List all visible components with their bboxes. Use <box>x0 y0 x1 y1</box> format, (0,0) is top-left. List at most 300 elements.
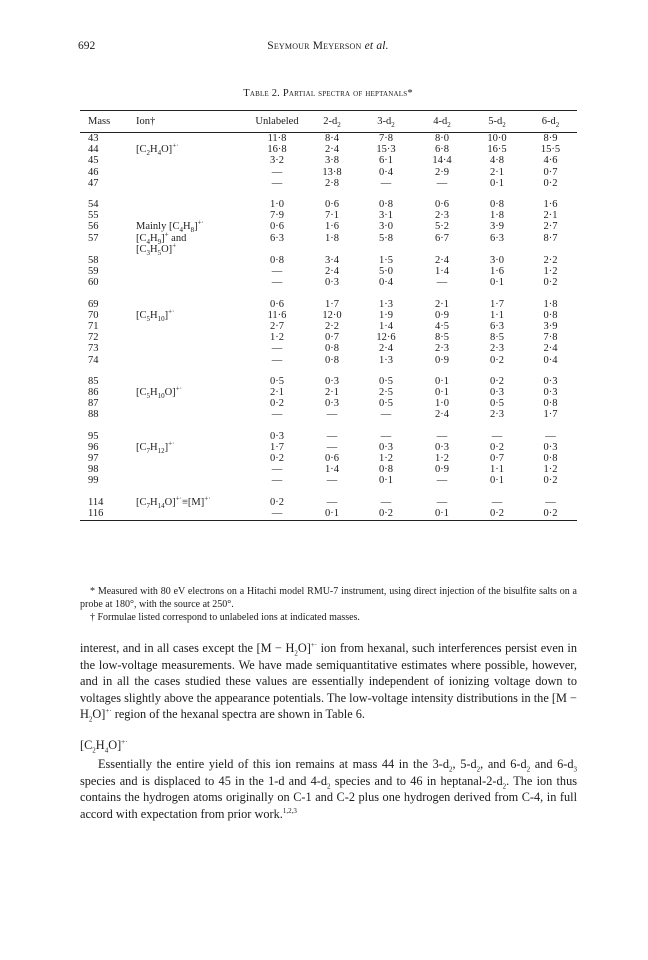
col-header-3d2: $3-d_2$ <box>358 111 414 133</box>
intensity-cell: — <box>436 277 448 289</box>
intensity-cell: 1·6 <box>490 266 504 278</box>
intensity-cell: 2·2 <box>325 321 339 333</box>
spectra-table <box>80 110 577 521</box>
intensity-cell: 0·9 <box>435 309 449 321</box>
table-row <box>80 497 577 508</box>
intensity-cell: — <box>326 430 338 442</box>
intensity-cell: — <box>545 496 556 508</box>
intensity-cell: 1·1 <box>490 309 504 321</box>
table-row <box>80 155 577 166</box>
intensity-cell: 0·8 <box>543 398 558 410</box>
row-spacer <box>80 366 577 376</box>
intensity-cell: 0·9 <box>435 354 449 366</box>
intensity-cell <box>248 244 306 255</box>
paragraph-interferences: interest, and in all cases except the $[M - H_2O]^{+\cdot}$ ion from hexanal, such interferences persist even in the low-voltage measurements. We have made semiquantitative estimates where possible, however, and in all the cases studied these values are essentially independent of ionizing voltage down to voltages slightly above the appearance potentials. The low-voltage intensity distributions in the $[M - H_2O]^{+\cdot}$ region of the hexanal spectra are shown in Table 6. <box>80 640 577 724</box>
ion-cell <box>136 376 248 387</box>
intensity-cell: 0·7 <box>325 332 339 344</box>
intensity-cell: 2·4 <box>325 266 339 278</box>
table-row <box>80 167 577 178</box>
intensity-cell: 1·4 <box>435 266 449 278</box>
page-header <box>78 40 578 56</box>
mass-cell: 97 <box>88 453 99 465</box>
ion-cell <box>136 398 248 409</box>
intensity-cell: 0·8 <box>379 199 393 211</box>
intensity-cell: — <box>271 166 283 178</box>
intensity-cell: 0·3 <box>543 387 558 399</box>
intensity-cell: 2·4 <box>543 343 558 355</box>
intensity-cell: 16·5 <box>487 144 507 156</box>
intensity-cell <box>358 244 414 255</box>
intensity-cell: 1·0 <box>435 398 449 410</box>
intensity-cell: 0·4 <box>543 354 558 366</box>
intensity-cell: — <box>380 409 392 421</box>
col-header-5d2: $5-d_2$ <box>470 111 524 133</box>
spacer-cell <box>80 189 577 199</box>
section-subheading: $[C_2H_4O]^{+\cdot}$ <box>80 737 128 755</box>
intensity-cell: 0·2 <box>270 453 284 465</box>
mass-cell: 45 <box>88 155 99 167</box>
intensity-cell: 15·3 <box>376 144 396 156</box>
table-row <box>80 321 577 332</box>
intensity-cell: 1·3 <box>379 298 393 310</box>
intensity-cell: 1·8 <box>490 210 504 222</box>
intensity-cell: 5·2 <box>435 221 449 233</box>
intensity-cell: 3·0 <box>379 221 393 233</box>
intensity-cell: 1·7 <box>270 441 284 453</box>
intensity-cell: 0·2 <box>543 277 558 289</box>
ion-cell <box>136 133 248 145</box>
row-spacer <box>80 487 577 497</box>
intensity-cell: 2·4 <box>379 343 393 355</box>
intensity-cell: 4·5 <box>435 321 449 333</box>
intensity-cell: 5·0 <box>379 266 393 278</box>
intensity-cell: 1·2 <box>435 453 449 465</box>
intensity-cell: 2·3 <box>435 210 449 222</box>
intensity-cell: 16·8 <box>267 144 287 156</box>
col-header-ion: Ion† <box>136 111 248 133</box>
intensity-cell: 0·2 <box>543 475 558 487</box>
table-row <box>80 221 577 232</box>
intensity-cell: 0·1 <box>490 277 504 289</box>
mass-cell: 114 <box>88 496 104 508</box>
ion-cell: $[C_7H_{14}O]^{+\cdot}\equiv[M]^{+\cdot}$ <box>136 494 211 510</box>
intensity-cell: 1·2 <box>379 453 393 465</box>
intensity-cell: 0·6 <box>325 199 339 211</box>
footnote-formulae: † Formulae listed correspond to unlabeled ions at indicated masses. <box>90 612 360 623</box>
intensity-cell: 0·6 <box>435 199 449 211</box>
ion-cell: Mainly $[C_4H_8]^{+\cdot}$ <box>136 218 204 235</box>
intensity-cell: 0·1 <box>490 177 504 189</box>
intensity-cell: 2·1 <box>270 387 284 399</box>
intensity-cell: 3·1 <box>379 210 393 222</box>
intensity-cell <box>306 244 358 255</box>
intensity-cell: — <box>271 266 283 278</box>
mass-cell: 87 <box>88 398 99 410</box>
intensity-cell: 7·8 <box>379 133 393 144</box>
intensity-cell: 0·2 <box>470 508 524 521</box>
spacer-cell <box>80 421 577 431</box>
intensity-cell: 0·1 <box>490 475 504 487</box>
intensity-cell: 1·6 <box>325 221 339 233</box>
intensity-cell: — <box>271 343 283 355</box>
intensity-cell: 0·2 <box>358 508 414 521</box>
intensity-cell: 8·5 <box>435 332 449 344</box>
table-row <box>80 355 577 366</box>
intensity-cell: 7·1 <box>325 210 339 222</box>
intensity-cell: 0·2 <box>524 508 577 521</box>
intensity-cell: 0·6 <box>270 298 284 310</box>
intensity-cell: 8·5 <box>490 332 504 344</box>
intensity-cell: 4·8 <box>490 155 504 167</box>
ion-cell <box>136 508 248 521</box>
intensity-cell: — <box>248 508 306 521</box>
intensity-cell: — <box>436 177 448 189</box>
intensity-cell: 2·4 <box>325 144 339 156</box>
intensity-cell: 7·9 <box>270 210 284 222</box>
intensity-cell: 1·9 <box>379 309 393 321</box>
mass-cell: 116 <box>80 508 136 521</box>
intensity-cell: 2·1 <box>435 298 449 310</box>
intensity-cell: — <box>271 475 283 487</box>
mass-cell: 59 <box>88 266 99 278</box>
intensity-cell: — <box>436 475 448 487</box>
intensity-cell: 2·7 <box>270 321 284 333</box>
intensity-cell: 0·4 <box>379 277 393 289</box>
intensity-cell: — <box>271 354 283 366</box>
intensity-cell: 3·2 <box>270 155 284 167</box>
mass-cell: 60 <box>88 277 99 289</box>
intensity-cell: 0·2 <box>490 354 504 366</box>
running-author: Seymour Meyerson <box>267 40 362 52</box>
intensity-cell: 0·4 <box>379 166 393 178</box>
intensity-cell: 0·7 <box>543 166 558 178</box>
intensity-cell: 2·7 <box>543 221 558 233</box>
intensity-cell: — <box>326 441 338 453</box>
table-row <box>80 508 577 521</box>
ion-cell <box>136 355 248 366</box>
intensity-cell <box>470 244 524 255</box>
ion-cell: $[C_2H_4O]^{+\cdot}$ <box>136 141 179 158</box>
intensity-cell: — <box>380 496 392 508</box>
ion-cell <box>136 321 248 332</box>
mass-cell: 88 <box>88 409 99 421</box>
ion-cell <box>136 210 248 221</box>
col-header-4d2: $4-d_2$ <box>414 111 470 133</box>
row-spacer <box>80 289 577 299</box>
spacer-cell <box>80 289 577 299</box>
intensity-cell: 6·3 <box>490 321 504 333</box>
ion-cell <box>136 199 248 210</box>
page-number: 692 <box>78 40 96 52</box>
mass-cell: 73 <box>88 343 99 355</box>
ion-cell <box>136 409 248 420</box>
intensity-cell: — <box>271 277 283 289</box>
intensity-cell <box>414 244 470 255</box>
intensity-cell: 4·6 <box>543 155 558 167</box>
intensity-cell: 1·8 <box>543 298 558 310</box>
mass-cell: 98 <box>88 464 99 476</box>
ion-cell: $[C_3H_5O]^+$ <box>136 241 177 257</box>
intensity-cell: 2·5 <box>379 387 393 399</box>
intensity-cell: 0·8 <box>379 464 393 476</box>
table-row <box>80 178 577 189</box>
intensity-cell: 0·1 <box>379 475 393 487</box>
intensity-cell: — <box>326 409 338 421</box>
intensity-cell: — <box>436 430 448 442</box>
spacer-cell <box>80 366 577 376</box>
intensity-cell: — <box>491 430 503 442</box>
table-row <box>80 475 577 486</box>
intensity-cell: 1·3 <box>379 354 393 366</box>
ion-cell <box>136 299 248 310</box>
intensity-cell: 0·8 <box>543 309 558 321</box>
table-row <box>80 144 577 155</box>
intensity-cell: 6·8 <box>435 144 449 156</box>
intensity-cell: 0·2 <box>543 177 558 189</box>
mass-cell: 46 <box>88 166 99 178</box>
table-row <box>80 332 577 343</box>
table-row <box>80 233 577 244</box>
intensity-cell: 0·2 <box>490 375 504 387</box>
intensity-cell: 12·0 <box>322 309 342 321</box>
intensity-cell: 0·3 <box>543 441 558 453</box>
table-row <box>80 409 577 420</box>
intensity-cell: 0·5 <box>490 398 504 410</box>
intensity-cell: 0·2 <box>490 441 504 453</box>
table-caption: Table 2. Partial spectra of heptanals* <box>243 88 413 99</box>
intensity-cell: 10·0 <box>487 133 507 144</box>
intensity-cell: 0·5 <box>379 398 393 410</box>
intensity-cell: 7·8 <box>543 332 558 344</box>
intensity-cell: 15·5 <box>540 144 561 156</box>
intensity-cell: 2·1 <box>325 387 339 399</box>
table-row <box>80 431 577 442</box>
mass-cell: 57 <box>88 232 99 244</box>
intensity-cell: 0·9 <box>435 464 449 476</box>
ion-cell <box>136 453 248 464</box>
intensity-cell: 1·7 <box>543 409 558 421</box>
intensity-cell: 11·8 <box>267 133 287 144</box>
ion-cell <box>136 332 248 343</box>
intensity-cell: 1·6 <box>543 199 558 211</box>
ion-cell <box>136 431 248 442</box>
intensity-cell: 0·3 <box>325 375 339 387</box>
col-header-2d2: $2-d_2$ <box>306 111 358 133</box>
mass-cell: 96 <box>88 441 99 453</box>
intensity-cell: 0·3 <box>435 441 449 453</box>
footnote-measurement: * Measured with 80 eV electrons on a Hitachi model RMU-7 instrument, using direct injection of the bisulfite salts on a probe at 180°, with the source at 250°. <box>80 586 577 610</box>
intensity-cell: 2·1 <box>490 166 504 178</box>
intensity-cell: 0·3 <box>490 387 504 399</box>
intensity-cell: 1·4 <box>325 464 339 476</box>
table-row <box>80 398 577 409</box>
intensity-cell: 1·2 <box>270 332 284 344</box>
paragraph-c2h4o: Essentially the entire yield of this ion remains at mass 44 in the $3-d_2$, $5-d_2$, and $6-d_2$ and $6-d_3$ species and is displaced to 45 in the 1-d and $4-d_2$ species and to 46 in heptanal-$2-d_2$. The ion thus contains the hydrogen atoms originally on C-1 and C-2 plus one hydrogen derived from C-4, in full accord with expectation from prior work.$^{1,2,3}$ <box>80 757 577 821</box>
mass-cell: 55 <box>88 210 99 222</box>
intensity-cell: 6·3 <box>270 232 284 244</box>
table-row <box>80 464 577 475</box>
intensity-cell: 3·9 <box>490 221 504 233</box>
mass-cell: 43 <box>88 133 99 144</box>
mass-cell <box>80 244 136 255</box>
table-row <box>80 453 577 464</box>
ion-cell <box>136 155 248 166</box>
intensity-cell: 8·7 <box>543 232 558 244</box>
intensity-cell: 2·3 <box>490 343 504 355</box>
intensity-cell: — <box>380 430 392 442</box>
mass-cell: 56 <box>88 221 99 233</box>
intensity-cell: 3·0 <box>490 255 504 267</box>
intensity-cell: 0·3 <box>379 441 393 453</box>
intensity-cell: 14·4 <box>432 155 452 167</box>
intensity-cell: 1·2 <box>543 464 558 476</box>
mass-cell: 69 <box>88 298 99 310</box>
intensity-cell: 0·1 <box>435 387 449 399</box>
intensity-cell: 1·1 <box>490 464 504 476</box>
col-header-unlabeled: Unlabeled <box>248 111 306 133</box>
intensity-cell: 0·3 <box>270 430 284 442</box>
table-row <box>80 442 577 453</box>
intensity-cell: 2·8 <box>325 177 339 189</box>
intensity-cell: 6·1 <box>379 155 393 167</box>
ion-cell <box>136 475 248 486</box>
table-row <box>80 387 577 398</box>
mass-cell: 58 <box>88 255 99 267</box>
table-row <box>80 310 577 321</box>
intensity-cell: 1·5 <box>379 255 393 267</box>
intensity-cell: 0·3 <box>543 375 558 387</box>
intensity-cell: — <box>271 177 283 189</box>
intensity-cell: 1·0 <box>270 199 284 211</box>
col-header-mass: Mass <box>80 111 136 133</box>
table-row <box>80 376 577 387</box>
ion-cell <box>136 266 248 277</box>
intensity-cell: 13·8 <box>322 166 342 178</box>
table-row <box>80 299 577 310</box>
mass-cell: 85 <box>88 375 99 387</box>
intensity-cell: 1·4 <box>379 321 393 333</box>
running-etal: et al. <box>364 40 389 52</box>
mass-cell: 54 <box>88 199 99 211</box>
intensity-cell: 0·2 <box>270 496 284 508</box>
ion-cell <box>136 255 248 266</box>
running-head <box>78 40 578 52</box>
mass-cell: 86 <box>88 387 99 399</box>
intensity-cell: 0·2 <box>270 398 284 410</box>
mass-cell: 74 <box>88 354 99 366</box>
intensity-cell: — <box>271 409 283 421</box>
intensity-cell: 11·6 <box>267 309 287 321</box>
intensity-cell: 1·7 <box>325 298 339 310</box>
intensity-cell: 6·7 <box>435 232 449 244</box>
intensity-cell: 8·0 <box>435 133 449 144</box>
intensity-cell: 0·8 <box>543 453 558 465</box>
intensity-cell: 2·2 <box>543 255 558 267</box>
ion-cell: $[C_7H_{12}]^{+\cdot}$ <box>136 439 175 455</box>
col-header-6d2: $6-d_2$ <box>524 111 577 133</box>
intensity-cell: 8·9 <box>543 133 558 144</box>
intensity-cell: 12·6 <box>376 332 396 344</box>
intensity-cell: 2·1 <box>543 210 558 222</box>
intensity-cell: — <box>545 430 556 442</box>
spacer-cell <box>80 487 577 497</box>
ion-cell <box>136 464 248 475</box>
intensity-cell: 3·4 <box>325 255 339 267</box>
intensity-cell: 5·8 <box>379 232 393 244</box>
row-spacer <box>80 421 577 431</box>
table-row <box>80 343 577 354</box>
intensity-cell: 3·9 <box>543 321 558 333</box>
mass-cell: 47 <box>88 177 99 189</box>
intensity-cell: 1·8 <box>325 232 339 244</box>
intensity-cell: 1·2 <box>543 266 558 278</box>
intensity-cell: 0·5 <box>270 375 284 387</box>
intensity-cell: 0·6 <box>270 221 284 233</box>
intensity-cell: — <box>326 475 338 487</box>
intensity-cell: 0·1 <box>414 508 470 521</box>
intensity-cell: 3·8 <box>325 155 339 167</box>
intensity-cell: 0·5 <box>379 375 393 387</box>
mass-cell: 70 <box>88 309 99 321</box>
intensity-cell: — <box>326 496 338 508</box>
intensity-cell: 0·8 <box>325 343 339 355</box>
intensity-cell: 0·7 <box>490 453 504 465</box>
intensity-cell: — <box>380 177 392 189</box>
intensity-cell: 0·8 <box>325 354 339 366</box>
table-row <box>80 133 577 145</box>
intensity-cell <box>524 244 577 255</box>
intensity-cell: 2·9 <box>435 166 449 178</box>
intensity-cell: 0·8 <box>270 255 284 267</box>
table-row <box>80 210 577 221</box>
table-row <box>80 255 577 266</box>
table-row <box>80 244 577 255</box>
intensity-cell: 6·3 <box>490 232 504 244</box>
mass-cell: 71 <box>88 321 99 333</box>
mass-cell: 95 <box>88 430 99 442</box>
ion-cell <box>136 167 248 178</box>
intensity-cell: 0·1 <box>306 508 358 521</box>
intensity-cell: — <box>271 464 283 476</box>
table-row <box>80 199 577 210</box>
ion-cell: $[C_5H_{10}O]^{+\cdot}$ <box>136 384 182 401</box>
table-header-row <box>80 111 577 133</box>
intensity-cell: 2·3 <box>490 409 504 421</box>
intensity-cell: 0·6 <box>325 453 339 465</box>
intensity-cell: — <box>491 496 503 508</box>
mass-cell: 44 <box>88 144 99 156</box>
table-body <box>80 133 577 521</box>
intensity-cell: 0·8 <box>490 199 504 211</box>
intensity-cell: 8·4 <box>325 133 339 144</box>
ion-cell: $[C_5H_{10}]^{+\cdot}$ <box>136 307 175 323</box>
intensity-cell: 2·4 <box>435 409 449 421</box>
mass-cell: 99 <box>88 475 99 487</box>
ion-cell <box>136 343 248 354</box>
intensity-cell: 1·7 <box>490 298 504 310</box>
table-row <box>80 266 577 277</box>
intensity-cell: 2·4 <box>435 255 449 267</box>
table-row <box>80 277 577 288</box>
ion-cell: $[C_4H_9]^+$ and <box>136 230 187 246</box>
intensity-cell: 2·3 <box>435 343 449 355</box>
intensity-cell: 0·3 <box>325 398 339 410</box>
mass-cell: 72 <box>88 332 99 344</box>
ion-cell <box>136 178 248 189</box>
intensity-cell: 0·3 <box>325 277 339 289</box>
ion-cell <box>136 277 248 288</box>
intensity-cell: — <box>436 496 448 508</box>
